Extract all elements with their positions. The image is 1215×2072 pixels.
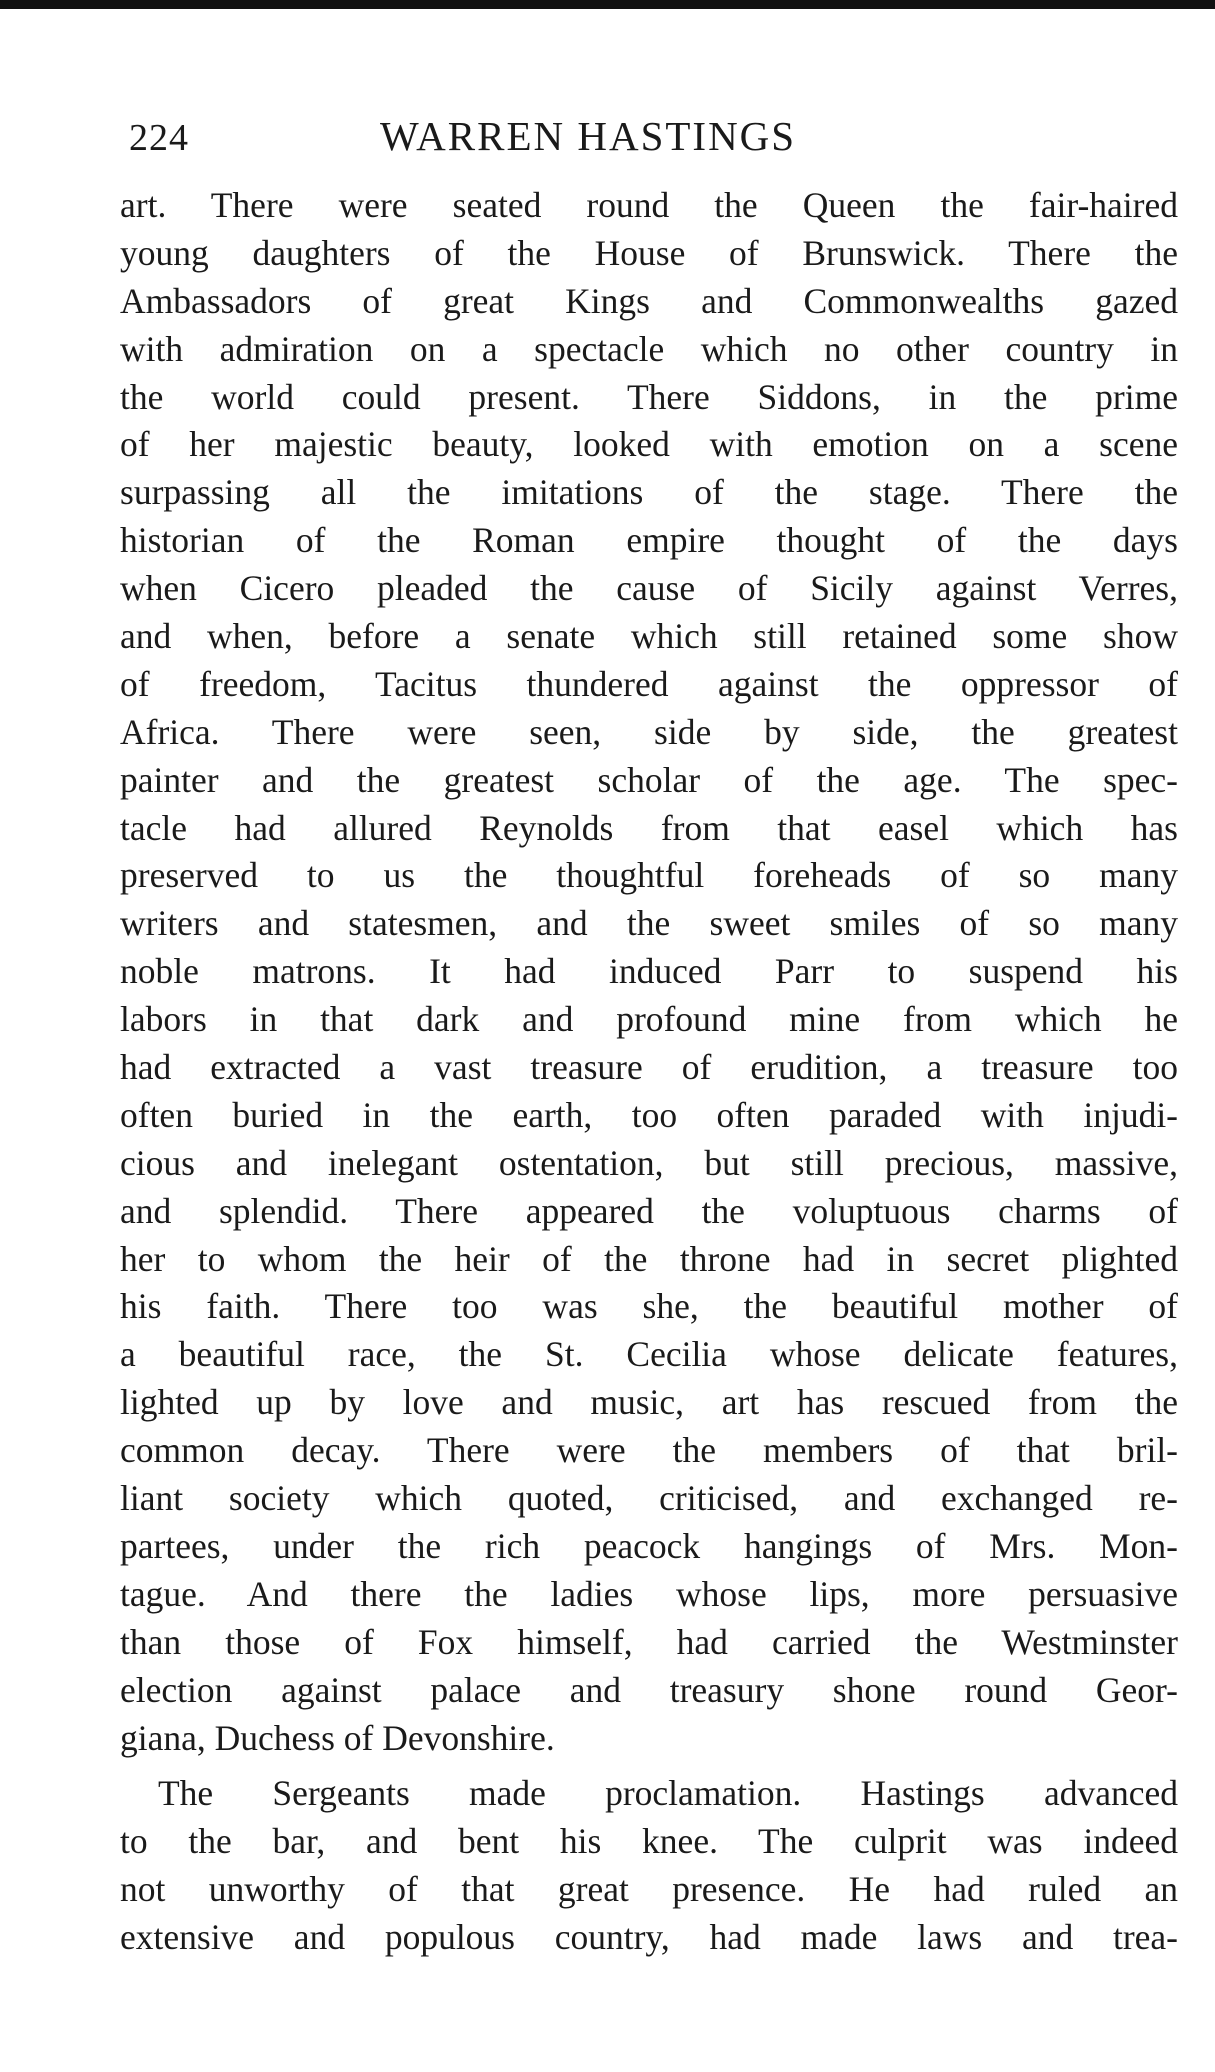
text-line: than those of Fox himself, had carried the Westminster — [120, 1621, 1178, 1662]
text-line: extensive and populous country, had made laws and trea- — [120, 1917, 1178, 1958]
text-line: had extracted a vast treasure of erudition, a treasure too — [120, 1047, 1178, 1088]
text-line: common decay. There were the members of that bril- — [120, 1430, 1178, 1471]
text-line: when Cicero pleaded the cause of Sicily against Verres, — [120, 568, 1178, 609]
book-page — [120, 112, 1178, 1962]
text-line: preserved to us the thoughtful foreheads of so many — [120, 855, 1178, 896]
text-line: Ambassadors of great Kings and Commonwealths gazed — [120, 280, 1178, 321]
text-line: liant society which quoted, criticised, and exchanged re- — [120, 1478, 1178, 1519]
text-line: writers and statesmen, and the sweet smiles of so many — [120, 903, 1178, 944]
text-line: lighted up by love and music, art has rescued from the — [120, 1382, 1178, 1423]
text-line: tacle had allured Reynolds from that easel which has — [120, 807, 1178, 848]
text-line: Africa. There were seen, side by side, the greatest — [120, 711, 1178, 752]
running-title: WARREN HASTINGS — [380, 113, 797, 159]
body-text — [120, 182, 1178, 1962]
text-line: and splendid. There appeared the voluptuous charms of — [120, 1190, 1178, 1231]
paragraph-2 — [120, 1770, 1178, 1962]
text-line: art. There were seated round the Queen the fair-haired — [120, 185, 1178, 225]
text-line: partees, under the rich peacock hangings of Mrs. Mon- — [120, 1525, 1178, 1566]
text-line: to the bar, and bent his knee. The culprit was indeed — [120, 1821, 1178, 1862]
text-line: of her majestic beauty, looked with emotion on a scene — [120, 424, 1178, 465]
paragraph-1 — [120, 182, 1178, 1762]
text-line: painter and the greatest scholar of the age. The spec- — [120, 759, 1178, 800]
top-border-rule — [0, 0, 1215, 9]
text-line: with admiration on a spectacle which no other country in — [120, 328, 1178, 369]
text-line: of freedom, Tacitus thundered against the oppressor of — [120, 663, 1178, 704]
text-line: noble matrons. It had induced Parr to suspend his — [120, 951, 1178, 992]
running-head — [120, 112, 1178, 174]
text-line: a beautiful race, the St. Cecilia whose delicate features, — [120, 1334, 1178, 1375]
text-line: giana, Duchess of Devonshire. — [120, 1717, 555, 1758]
text-line: the world could present. There Siddons, in the prime — [120, 376, 1178, 417]
text-line: and when, before a senate which still retained some show — [120, 616, 1178, 657]
text-line: her to whom the heir of the throne had in secret plighted — [120, 1238, 1178, 1279]
paragraph-gap — [120, 1762, 1178, 1770]
text-line: election against palace and treasury shone round Geor- — [120, 1669, 1178, 1710]
text-line: his faith. There too was she, the beautiful mother of — [120, 1286, 1178, 1327]
text-line: young daughters of the House of Brunswick. There the — [120, 232, 1178, 273]
text-line: historian of the Roman empire thought of the days — [120, 520, 1178, 561]
text-line: tague. And there the ladies whose lips, more persuasive — [120, 1573, 1178, 1614]
page-number: 224 — [129, 117, 189, 159]
text-line: not unworthy of that great presence. He had ruled an — [120, 1869, 1178, 1910]
text-line: The Sergeants made proclamation. Hastings advanced — [158, 1773, 1178, 1814]
text-line: often buried in the earth, too often paraded with injudi- — [120, 1094, 1178, 1135]
text-line: surpassing all the imitations of the stage. There the — [120, 472, 1178, 513]
text-line: labors in that dark and profound mine from which he — [120, 999, 1178, 1040]
text-line: cious and inelegant ostentation, but still precious, massive, — [120, 1142, 1178, 1183]
